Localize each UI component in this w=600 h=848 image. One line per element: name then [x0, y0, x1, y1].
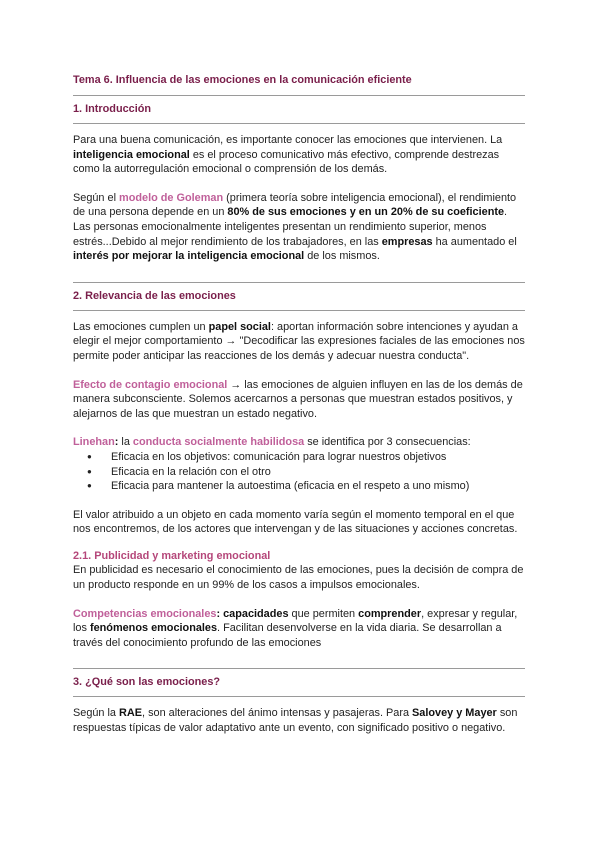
competencias-paragraph: Competencias emocionales: capacidades que permiten comprender, expresar y regular, los fenómenos emocionales. Facilitan desenvolverse en la vida diaria. Se desarrollan a través del conocimiento profundo de las emociones: [73, 607, 518, 649]
definicion-paragraph: Según la RAE, son alteraciones del ánimo intensas y pasajeras. Para Salovey y Mayer son respuestas típicas de valor adaptativo ante un evento, con significado positivo o negativo.: [73, 707, 518, 735]
keyword-80-20: 80% de sus emociones y en un 20% de su coeficiente: [227, 206, 505, 219]
keyword-inteligencia-emocional: inteligencia emocional: [73, 148, 190, 161]
valor-paragraph: El valor atribuido a un objeto en cada momento varía según el momento temporal en el que nos encontremos, de los actores que intervengan y de las situaciones y acciones concretas.: [73, 508, 518, 536]
keyword-rae: RAE: [119, 707, 143, 720]
contagio-paragraph: Efecto de contagio emocional → las emociones de alguien influyen en las de los demás de manera subconsciente. Solemos acercarnos a personas que muestran estados positivos, y alejarnos de las que muestran un estado negativo.: [73, 378, 523, 420]
papel-social-paragraph: Las emociones cumplen un papel social: aportan información sobre intenciones y ayudan a elegir el mejor comportamiento → "Decodificar las expresiones faciales de las emociones nos permite poder anticipar las reacciones de los demás y adecuar nuestra conducta".: [73, 320, 525, 362]
goleman-paragraph: Según el modelo de Goleman (primera teoría sobre inteligencia emocional), el rendimiento de una persona depende en un 80% de sus emociones y en un 20% de su coeficiente. Las personas emocionalmente inteligentes presentan un rendimiento superior, menos estrés...Debido al mejor rendimiento de los trabajadores, en las empresas ha aumentado el interés por mejorar la inteligencia emocional de los mismos.: [73, 191, 517, 263]
linehan-paragraph: Linehan: la conducta socialmente habilidosa se identifica por 3 consecuencias:: [73, 436, 471, 449]
list-item: ● Eficacia para mantener la autoestima (eficacia en el respeto a uno mismo): [83, 479, 525, 494]
list-item: ● Eficacia en los objetivos: comunicación para lograr nuestros objetivos: [83, 450, 525, 465]
keyword-salovey-mayer: Salovey y Mayer: [412, 707, 497, 720]
document-title: Tema 6. Influencia de las emociones en la comunicación eficiente: [73, 74, 412, 86]
keyword-interes: interés por mejorar la inteligencia emocional: [73, 250, 305, 263]
keyword-fenomenos: fenómenos emocionales: [89, 622, 218, 635]
arrow-icon: →: [227, 378, 242, 391]
keyword-competencias: Competencias emocionales: [73, 607, 217, 620]
subsection-2-1-title: 2.1. Publicidad y marketing emocional: [73, 549, 271, 562]
section-2-title: 2. Relevancia de las emociones: [73, 289, 236, 302]
publicidad-paragraph: En publicidad es necesario el conocimiento de las emociones, pues la decisión de compra de un producto responde en un 99% de los casos a impulsos emocionales.: [73, 564, 524, 592]
section-3-title: 3. ¿Qué son las emociones?: [73, 676, 221, 689]
document-content: [73, 73, 525, 736]
intro-paragraph: Para una buena comunicación, es importante conocer las emociones que intervienen. La inteligencia emocional es el proceso comunicativo más efectivo, comprende destrezas como la autorregulación emocional o comprensión de los demás.: [73, 134, 503, 176]
section-1-title: 1. Introducción: [73, 103, 152, 115]
keyword-modelo-goleman: modelo de Goleman: [119, 191, 224, 204]
keyword-papel-social: papel social: [208, 320, 271, 333]
keyword-linehan: Linehan: [73, 436, 115, 449]
keyword-conducta-habilidosa: conducta socialmente habilidosa: [132, 436, 305, 449]
arrow-icon: →: [225, 335, 237, 348]
keyword-comprender: comprender: [358, 607, 422, 620]
list-item: ● Eficacia en la relación con el otro: [83, 465, 525, 480]
keyword-capacidades: capacidades: [223, 607, 289, 620]
consequences-list: [73, 450, 525, 494]
keyword-empresas: empresas: [381, 235, 433, 248]
keyword-efecto-contagio: Efecto de contagio emocional: [73, 378, 228, 391]
